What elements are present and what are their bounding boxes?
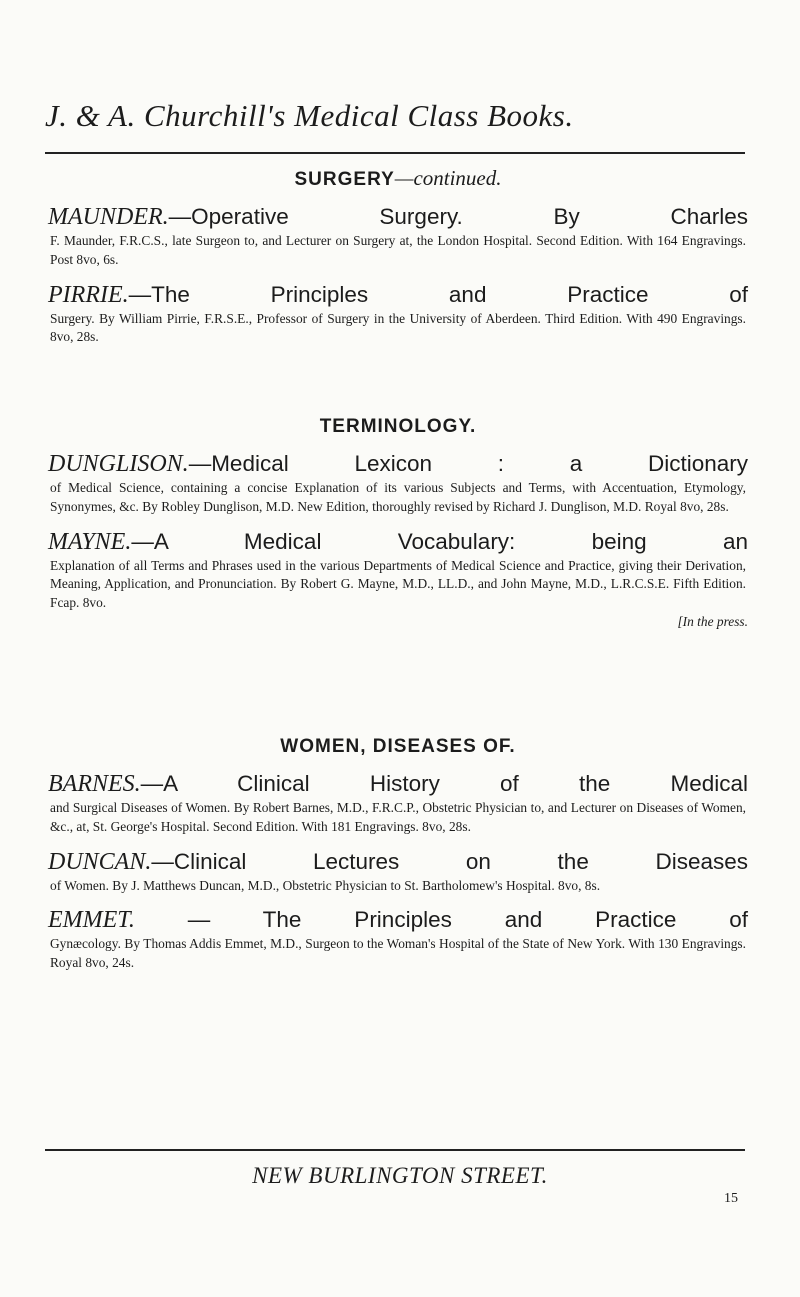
entry-title: — The Principles and Practice of: [134, 907, 748, 933]
entry-mayne: [48, 527, 748, 631]
entry-author: MAYNE.: [48, 528, 132, 555]
footer-rule: [45, 1149, 745, 1151]
entry-duncan: [48, 847, 748, 896]
entry-heading: [48, 527, 748, 557]
footer-street: NEW BURLINGTON STREET.: [252, 1163, 548, 1188]
entry-heading: [48, 449, 748, 479]
entry-heading: [48, 847, 748, 877]
entry-heading: [48, 905, 748, 935]
entry-title: —Operative Surgery. By Charles: [168, 204, 748, 229]
entry-description: F. Maunder, F.R.C.S., late Surgeon to, and Lecturer on Surgery at, the London Hospital. Second Edition. With 164 Engravings. Post 8vo, 6s.: [50, 233, 746, 267]
running-head: J. & A. Churchill's Medical Class Books.: [45, 98, 574, 133]
entry-description: of Medical Science, containing a concise Explanation of its various Subjects and Terms, with Accentuation, Etymology, Synonymes, &c. By Robley Dunglison, M.D. New Edition, thoroughly revised by Richard J. Dunglison, M.D. Royal 8vo, 28s.: [50, 480, 746, 514]
entry-author: BARNES.: [48, 771, 141, 797]
entry-author: PIRRIE.: [48, 281, 129, 308]
page-number: 15: [724, 1191, 738, 1206]
entry-barnes: [48, 769, 748, 837]
entry-title: —Clinical Lectures on the Diseases: [151, 848, 748, 874]
entry-heading: [48, 280, 748, 310]
press-note: [In the press.: [677, 613, 748, 629]
section-heading: SURGERY: [294, 169, 395, 190]
entry-author: DUNCAN.: [48, 848, 152, 875]
entry-author: EMMET.: [48, 907, 135, 934]
entry-title: —A Medical Vocabulary: being an: [131, 528, 748, 554]
entry-heading: [48, 202, 748, 232]
entry-description: Surgery. By William Pirrie, F.R.S.E., Professor of Surgery in the University of Aberdeen. Third Edition. With 490 Engravings. 8vo, 28s.: [50, 310, 746, 345]
section-terminology: [48, 416, 748, 631]
entry-title: —A Clinical History of the Medical: [140, 771, 748, 796]
entry-emmet: [48, 905, 748, 973]
entry-maunder: [48, 202, 748, 270]
entry-dunglison: [48, 449, 748, 517]
entry-author: DUNGLISON.: [48, 451, 189, 477]
section-title-surgery: [48, 166, 748, 191]
entry-description: Gynæcology. By Thomas Addis Emmet, M.D., Surgeon to the Woman's Hospital of the State of New York. With 130 Engravings. Royal 8vo, 24s.: [50, 936, 746, 971]
entry-pirrie: [48, 280, 748, 348]
entry-title: —Medical Lexicon : a Dictionary: [188, 451, 748, 476]
entry-heading: [48, 769, 748, 799]
continued-label: —continued.: [394, 166, 502, 190]
entry-description: and Surgical Diseases of Women. By Robert Barnes, M.D., F.R.C.P., Obstetric Physician to, and Lecturer on Diseases of Women, &c., at, St. George's Hospital. Second Edition. With 181 Engravings. 8vo, 28s.: [50, 800, 746, 834]
section-title-terminology: TERMINOLOGY.: [319, 416, 477, 437]
entry-description: Explanation of all Terms and Phrases used in the various Departments of Medical Science and Practice, giving their Derivation, Meaning, Application, and Pronunciation. By Robert G. Mayne, M.D., LL.D., and John Mayne, M.D., L.R.C.S.E. Fifth Edition. Fcap. 8vo.: [50, 557, 746, 611]
entry-description: of Women. By J. Matthews Duncan, M.D., Obstetric Physician to St. Bartholomew's Hospital. 8vo, 8s.: [50, 877, 601, 893]
section-title-women: WOMEN, DISEASES OF.: [280, 736, 516, 757]
section-surgery: [48, 166, 748, 347]
entry-author: MAUNDER.: [48, 204, 169, 230]
entry-title: —The Principles and Practice of: [128, 281, 748, 307]
section-women: [48, 736, 748, 973]
header-rule: [45, 152, 745, 154]
